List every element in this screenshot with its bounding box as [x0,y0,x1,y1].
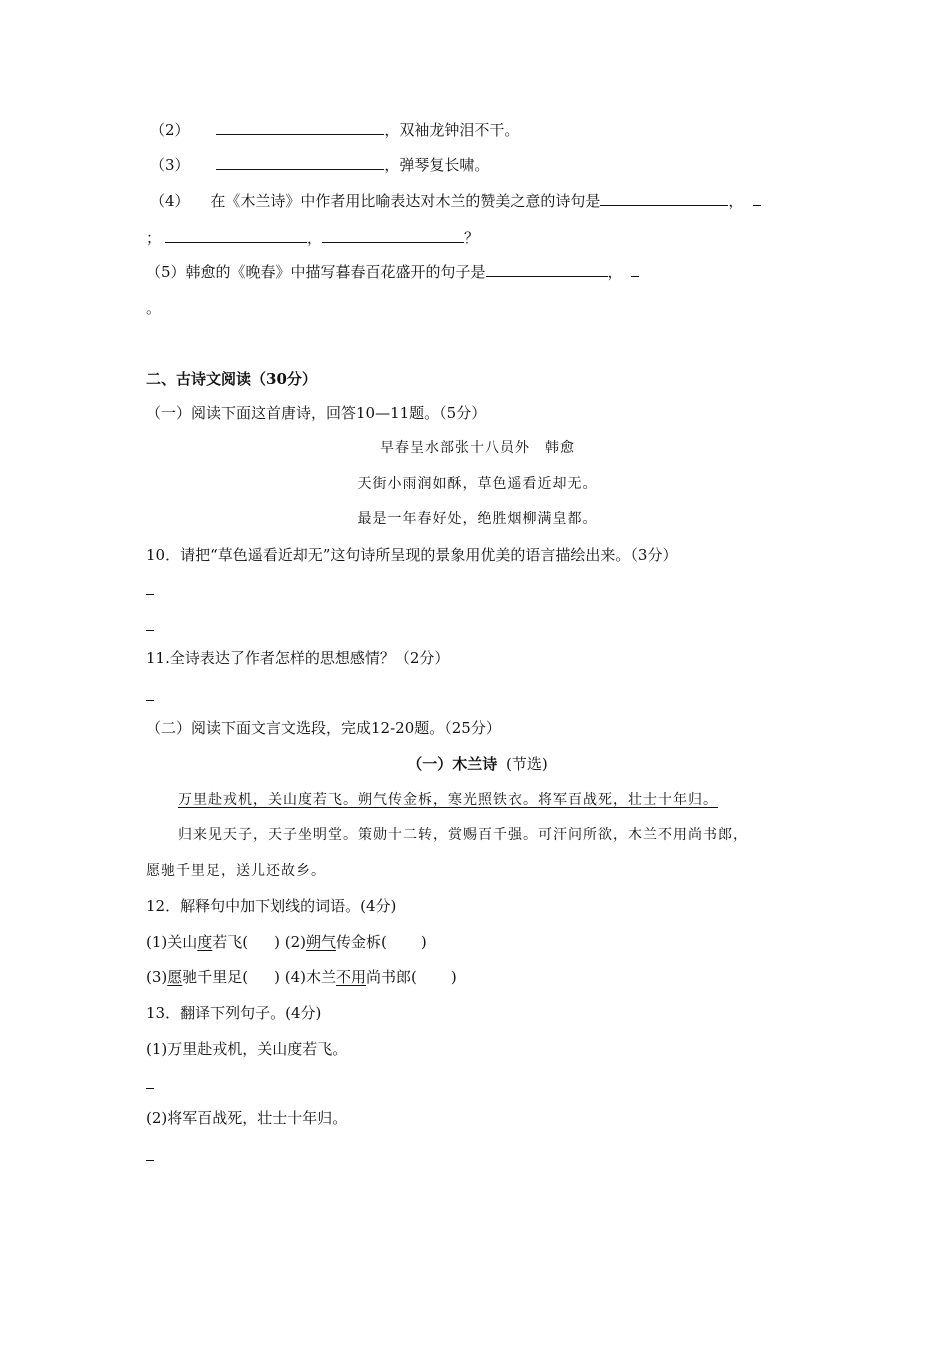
underlined-word: 不用 [336,968,367,986]
comma: ， [307,229,323,247]
answer-line[interactable] [146,616,154,636]
answer-blank[interactable] [631,264,639,277]
comma: ， [607,263,623,281]
item-text: (1)关山 [146,933,198,951]
question-13: 13．翻译下列句子。(4分) [146,1004,322,1022]
question-number: （4） [150,192,190,210]
semicolon: ； [146,229,162,247]
question-13-2: (2)将军百战死，壮士十年归。 [146,1109,348,1127]
answer-blank[interactable] [165,228,307,243]
item-text: ) (2) [274,933,306,951]
passage-line-2: 归来见天子，天子坐明堂。策勋十二转，赏赐百千强。可汗问所欲，木兰不用尚书郎， [178,827,748,843]
item-text: 若飞( [212,933,249,951]
question-number: （2） [150,121,190,139]
underlined-word: 度 [197,933,213,951]
answer-line[interactable] [146,580,154,600]
poem-fragment: ，双袖龙钟泪不干。 [384,121,520,139]
question-10: 10．请把“草色遥看近却无”这句诗所呈现的景象用优美的语言描绘出来。（3分） [146,546,678,564]
poem-line-1: 天街小雨润如酥，草色遥看近却无。 [357,476,598,492]
passage-line-3: 愿驰千里足，送儿还故乡。 [146,863,326,879]
item-text: ) [420,933,427,951]
passage-title-note: (节选) [506,755,548,773]
answer-blank[interactable] [600,191,728,206]
question-text: （5）韩愈的《晚春》中描写暮春百花盛开的句子是 [146,263,486,281]
comma: ， [728,192,744,210]
answer-line[interactable] [146,686,154,706]
fill-blank-5 [146,262,639,282]
poem-title: 早春呈水部张十八员外 韩愈 [380,440,575,456]
item-text: (3) [146,968,168,986]
answer-blank[interactable] [216,120,384,135]
answer-line[interactable] [146,1074,154,1094]
question-12-row-1 [146,932,427,952]
poem-line-2: 最是一年春好处，绝胜烟柳满皇都。 [357,511,598,527]
passage-title-row [145,754,810,774]
underlined-word: 朔气 [306,933,337,951]
fill-blank-4-line2 [146,228,479,248]
item-text: 传金柝( [336,933,387,951]
answer-blank[interactable] [216,155,384,170]
fill-blank-3 [150,155,489,175]
part1-intro: （一）阅读下面这首唐诗，回答10—11题。（5分） [146,404,487,422]
question-text: 在《木兰诗》中作者用比喻表达对木兰的赞美之意的诗句是 [210,192,601,210]
answer-blank[interactable] [486,262,608,277]
fill-blank-4 [150,191,761,211]
question-mark: ？ [464,229,480,247]
item-text: 尚书郎( [366,968,417,986]
fill-blank-2 [150,120,519,140]
part2-intro: （二）阅读下面文言文选段，完成12-20题。（25分） [146,719,501,737]
item-text: ) [450,968,457,986]
question-13-1: (1)万里赴戎机，关山度若飞。 [146,1040,348,1058]
poem-fragment: ，弹琴复长啸。 [384,156,490,174]
underlined-word: 愿 [167,968,183,986]
answer-blank[interactable] [753,193,761,206]
passage-line-1: 万里赴戎机，关山度若飞。朔气传金柝，寒光照铁衣。将军百战死，壮士十年归。 [178,792,718,808]
question-12-row-2 [146,967,457,987]
answer-line[interactable] [146,1146,154,1166]
passage-title: （一）木兰诗 [407,755,498,773]
question-number: （3） [150,156,190,174]
item-text: ) (4)木兰 [274,968,336,986]
fill-blank-5-end: 。 [146,299,162,317]
question-11: 11.全诗表达了作者怎样的思想感情？（2分） [146,649,450,667]
item-text: 驰千里足( [182,968,249,986]
question-12: 12．解释句中加下划线的词语。(4分) [146,897,397,915]
answer-blank[interactable] [322,228,464,243]
section-title: 二、古诗文阅读（30分） [146,370,317,388]
